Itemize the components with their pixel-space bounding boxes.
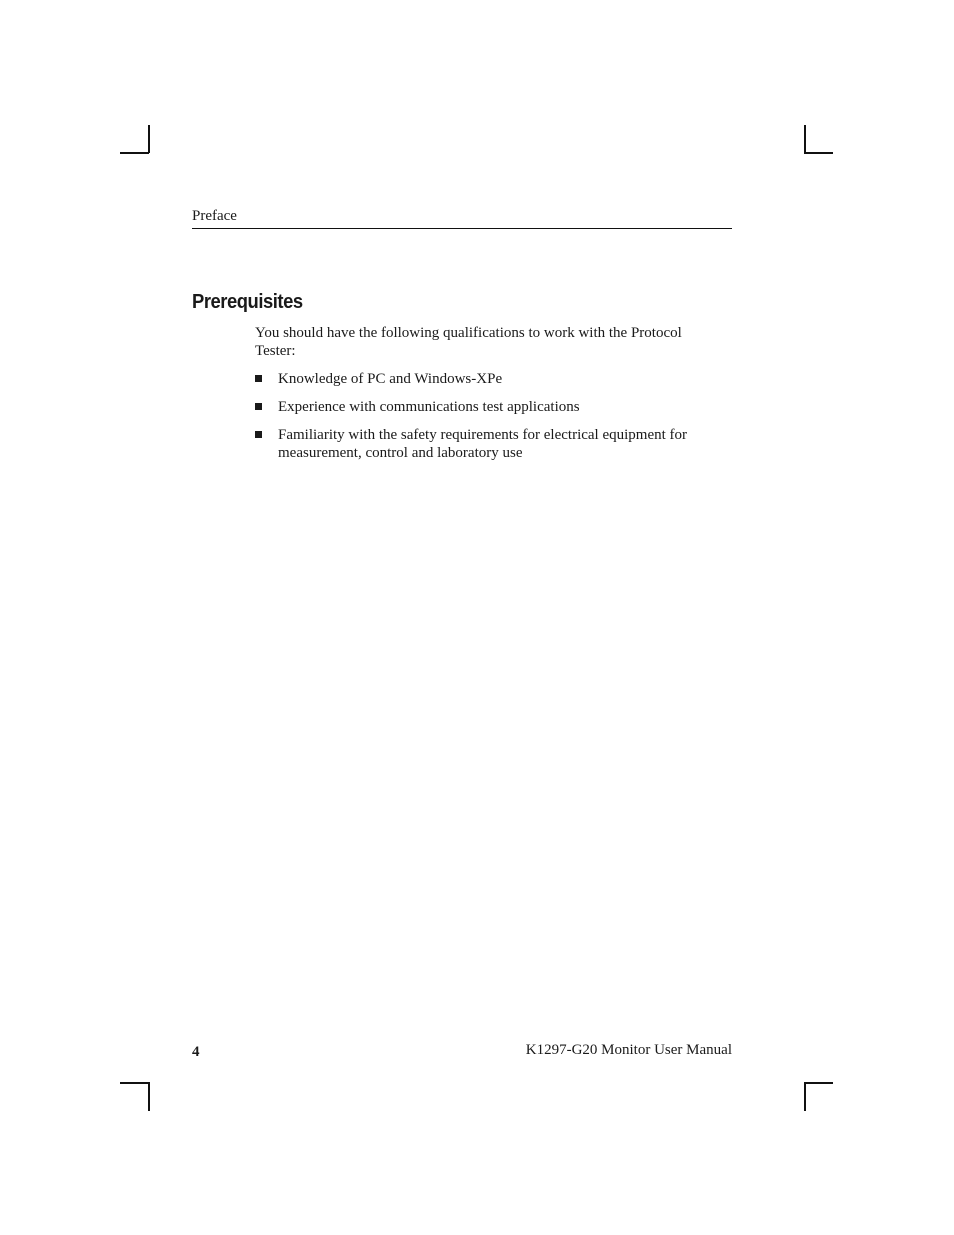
list-item: [255, 426, 725, 462]
crop-mark-bottom-left: [148, 1082, 150, 1111]
list-item-text: Familiarity with the safety requirements for electrical equipment for measurement, control and laboratory use: [278, 427, 688, 461]
crop-mark-top-right: [804, 152, 833, 154]
manual-title: K1297-G20 Monitor User Manual: [525, 1042, 732, 1058]
section-title: Prerequisites: [192, 291, 303, 313]
list-item-text: Experience with communications test applications: [278, 399, 580, 415]
page-number: 4: [192, 1044, 200, 1060]
list-item: [255, 370, 725, 388]
list-item: [255, 398, 725, 416]
prerequisites-list: [255, 370, 725, 472]
square-bullet-icon: [255, 375, 262, 382]
crop-mark-bottom-left: [120, 1082, 149, 1084]
crop-mark-top-right: [804, 125, 806, 153]
header-rule: [192, 228, 732, 229]
crop-mark-bottom-right: [804, 1082, 806, 1111]
crop-mark-top-left: [120, 152, 149, 154]
intro-paragraph: You should have the following qualifications to work with the Protocol Tester:: [255, 325, 682, 359]
square-bullet-icon: [255, 431, 262, 438]
square-bullet-icon: [255, 403, 262, 410]
running-header: Preface: [192, 208, 237, 224]
crop-mark-bottom-right: [804, 1082, 833, 1084]
crop-mark-top-left: [148, 125, 150, 153]
list-item-text: Knowledge of PC and Windows-XPe: [278, 371, 503, 387]
